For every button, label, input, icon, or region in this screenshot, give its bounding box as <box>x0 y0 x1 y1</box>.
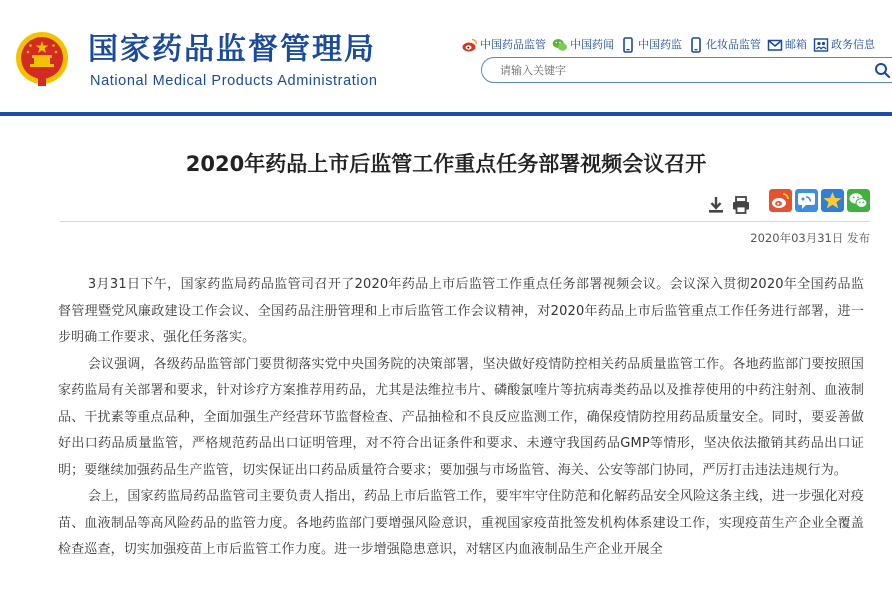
top-link-drug-news[interactable] <box>552 37 614 53</box>
mobile-icon <box>688 37 704 53</box>
search-input[interactable] <box>500 62 860 79</box>
article-title: 2020年药品上市后监管工作重点任务部署视频会议召开 <box>185 152 707 176</box>
top-link-label: 邮箱 <box>785 38 807 51</box>
top-link-china-drug-admin[interactable] <box>620 37 682 53</box>
print-icon[interactable] <box>731 195 751 215</box>
top-link-label: 中国药品监管 <box>480 38 546 51</box>
wechat-icon <box>552 37 568 53</box>
site-title-cn: 国家药品监督管理局 <box>88 32 376 67</box>
title-divider <box>60 221 870 222</box>
mail-icon <box>767 37 783 53</box>
wechat-share-icon[interactable] <box>847 189 870 212</box>
weibo-icon <box>462 37 478 53</box>
top-links <box>462 36 892 54</box>
site-title-en: National Medical Products Administration <box>90 73 378 89</box>
tencent-share-icon[interactable] <box>795 189 818 212</box>
article-paragraph: 会上，国家药监局药品监管司主要负责人指出，药品上市后监管工作，要牢牢守住防范和化解药品安全风险这条主线，进一步强化对疫苗、血液制品等高风险药品的监管力度。各地药监部门要增强风险意识，重视国家疫苗批签发机构体系建设工作，实现疫苗生产企业全覆盖检查巡查，切实加强疫苗上市后监管工作力度。进一步增强隐患意识，对辖区内血液制品生产企业开展全 <box>58 489 864 557</box>
top-link-drug-supervision[interactable] <box>462 37 546 53</box>
top-link-gov-info[interactable] <box>813 37 875 53</box>
search-box <box>481 57 892 83</box>
header-divider <box>0 112 892 116</box>
top-link-label: 政务信息 <box>831 38 875 51</box>
mobile-icon <box>620 37 636 53</box>
publish-label: 发布 <box>847 231 870 245</box>
people-icon <box>813 37 829 53</box>
search-icon[interactable] <box>874 62 891 79</box>
article-paragraph: 3月31日下午，国家药监局药品监管司召开了2020年药品上市后监管工作重点任务部署视频会议。会议深入贯彻2020年全国药品监督管理暨党风廉政建设工作会议、全国药品注册管理和上市后监管工作会议精神，对2020年药品上市后监管重点工作任务进行部署，进一步明确工作要求、强化任务落实。 <box>58 277 864 345</box>
national-emblem-icon[interactable] <box>14 30 70 88</box>
article-paragraph: 会议强调，各级药品监管部门要贯彻落实党中央国务院的决策部署，坚决做好疫情防控相关药品质量监管工作。各地药监部门要按照国家药监局有关部署和要求，针对诊疗方案推荐用药品，尤其是法维拉韦片、磷酸氯喹片等抗病毒类药品以及推荐使用的中药注射剂、血液制品、干扰素等重点品种，全面加强生产经营环节监督检查、产品抽检和不良反应监测工作，确保疫情防控用药品质量安全。同时，要妥善做好出口药品质量监管，严格规范药品出口证明管理，对不符合出证条件和要求、未遵守我国药品GMP等情形，坚决依法撤销其药品出口证明；要继续加强药品生产监管，切实保证出口药品质量符合要求；要加强与市场监管、海关、公安等部门协同，严厉打击违法违规行为。 <box>58 356 864 478</box>
publish-date <box>700 230 870 246</box>
top-link-label: 中国药监 <box>638 38 682 51</box>
download-icon[interactable] <box>706 195 726 215</box>
top-link-label: 化妆品监管 <box>706 38 761 51</box>
site-header <box>0 0 892 112</box>
top-link-mail[interactable] <box>767 37 807 53</box>
qzone-share-icon[interactable] <box>821 189 844 212</box>
weibo-share-icon[interactable] <box>769 189 792 212</box>
top-link-label: 中国药闻 <box>570 38 614 51</box>
publish-date-value: 2020年03月31日 <box>750 231 844 245</box>
article-body <box>58 272 864 607</box>
top-link-cosmetics[interactable] <box>688 37 761 53</box>
